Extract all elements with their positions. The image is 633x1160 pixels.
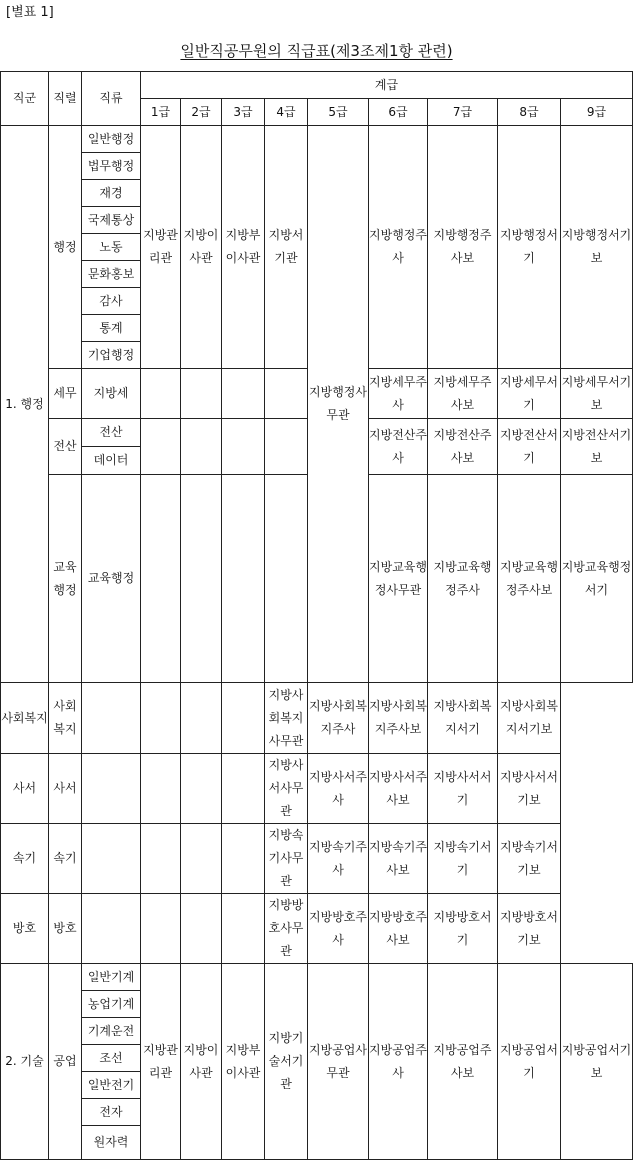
admin-grade-2: 지방이사관 — [181, 126, 222, 369]
admin-grade-1: 지방관리관 — [141, 126, 181, 369]
welfare-grade-7: 지방사회복지주사보 — [369, 683, 428, 754]
jikryu-cell: 문화홍보 — [82, 261, 141, 288]
header-jikgun: 직군 — [1, 72, 49, 126]
computer-grade-8: 지방전산서기 — [498, 419, 561, 475]
header-grade: 3급 — [222, 99, 265, 126]
grade-table — [0, 71, 633, 1160]
jikryeol-librarian: 사서 — [1, 754, 49, 824]
jikryu-cell: 노동 — [82, 234, 141, 261]
jikryu-cell: 통계 — [82, 315, 141, 342]
jikryeol-tax: 세무 — [49, 369, 82, 419]
jikryu-cell: 일반행정 — [82, 126, 141, 153]
tax-grade-7: 지방세무주사보 — [428, 369, 498, 419]
defense-grade-5: 지방방호사무관 — [265, 894, 308, 964]
jikryu-cell: 지방세 — [82, 369, 141, 419]
jikryu-cell: 전산 — [82, 419, 141, 447]
jikryeol-admin: 행정 — [49, 126, 82, 369]
header-grade: 1급 — [141, 99, 181, 126]
admin-grade-6: 지방행정주사 — [369, 126, 428, 369]
edu-grade-7: 지방교육행정주사보 — [498, 475, 561, 683]
tax-grade-8: 지방세무서기 — [498, 369, 561, 419]
tech-grade-4: 지방기술서기관 — [265, 964, 308, 1160]
jikryu-cell: 데이터 — [82, 447, 141, 475]
document-title: 일반직공무원의 직급표(제3조제1항 관련) — [180, 42, 453, 60]
jikryeol-defense: 방호 — [1, 894, 49, 964]
steno-grade-8: 지방속기서기 — [428, 824, 498, 894]
librarian-grade-7: 지방사서주사보 — [369, 754, 428, 824]
jikryu-cell: 감사 — [82, 288, 141, 315]
admin-grade-5: 지방행정사무관 — [308, 126, 369, 683]
header-grade: 8급 — [498, 99, 561, 126]
header-grade: 2급 — [181, 99, 222, 126]
jikryu-cell: 일반기계 — [82, 964, 141, 991]
jikryu-cell: 전자 — [82, 1099, 141, 1126]
admin-grade-3: 지방부이사관 — [222, 126, 265, 369]
jikryu-cell: 농업기계 — [82, 991, 141, 1018]
header-grade: 6급 — [369, 99, 428, 126]
jikryu-cell: 기계운전 — [82, 1018, 141, 1045]
defense-grade-8: 지방방호서기 — [428, 894, 498, 964]
defense-grade-9: 지방방호서기보 — [498, 894, 561, 964]
group-admin: 1. 행정 — [1, 126, 49, 683]
tech-grade-8: 지방공업서기 — [498, 964, 561, 1160]
jikryu-cell: 국제통상 — [82, 207, 141, 234]
tech-grade-9: 지방공업서기보 — [561, 964, 633, 1160]
jikryeol-tech: 공업 — [49, 964, 82, 1160]
welfare-grade-6: 지방사회복지주사 — [308, 683, 369, 754]
steno-grade-7: 지방속기주사보 — [369, 824, 428, 894]
jikryu-cell: 방호 — [49, 894, 82, 964]
tax-grade-6: 지방세무주사 — [369, 369, 428, 419]
welfare-grade-5: 지방사회복지사무관 — [265, 683, 308, 754]
edu-grade-5: 지방교육행정사무관 — [369, 475, 428, 683]
appendix-label: [별표 1] — [6, 5, 54, 20]
admin-grade-7: 지방행정주사보 — [428, 126, 498, 369]
librarian-grade-5: 지방사서사무관 — [265, 754, 308, 824]
steno-grade-5: 지방속기사무관 — [265, 824, 308, 894]
header-grade: 9급 — [561, 99, 633, 126]
jikryu-cell: 교육행정 — [82, 475, 141, 683]
jikryeol-welfare: 사회복지 — [1, 683, 49, 754]
tech-grade-3: 지방부이사관 — [222, 964, 265, 1160]
edu-grade-8: 지방교육행정서기 — [561, 475, 633, 683]
header-gyegeup: 계급 — [141, 72, 633, 99]
header-jikryeol: 직렬 — [49, 72, 82, 126]
librarian-grade-9: 지방사서서기보 — [498, 754, 561, 824]
jikryu-cell: 재경 — [82, 180, 141, 207]
steno-grade-6: 지방속기주사 — [308, 824, 369, 894]
jikryeol-edu: 교육행정 — [49, 475, 82, 683]
jikryu-cell: 속기 — [49, 824, 82, 894]
computer-grade-6: 지방전산주사 — [369, 419, 428, 475]
group-tech: 2. 기술 — [1, 964, 49, 1160]
welfare-grade-8: 지방사회복지서기 — [428, 683, 498, 754]
tech-grade-5: 지방공업사무관 — [308, 964, 369, 1160]
tech-grade-6: 지방공업주사 — [369, 964, 428, 1160]
tax-grade-9: 지방세무서기보 — [561, 369, 633, 419]
defense-grade-6: 지방방호주사 — [308, 894, 369, 964]
librarian-grade-6: 지방사서주사 — [308, 754, 369, 824]
steno-grade-9: 지방속기서기보 — [498, 824, 561, 894]
admin-grade-9: 지방행정서기보 — [561, 126, 633, 369]
welfare-grade-9: 지방사회복지서기보 — [498, 683, 561, 754]
admin-grade-8: 지방행정서기 — [498, 126, 561, 369]
jikryeol-computer: 전산 — [49, 419, 82, 475]
jikryu-cell: 기업행정 — [82, 342, 141, 369]
jikryu-cell: 일반전기 — [82, 1072, 141, 1099]
jikryu-cell: 사회복지 — [49, 683, 82, 754]
jikryeol-steno: 속기 — [1, 824, 49, 894]
header-grade: 7급 — [428, 99, 498, 126]
computer-grade-7: 지방전산주사보 — [428, 419, 498, 475]
librarian-grade-8: 지방사서서기 — [428, 754, 498, 824]
edu-grade-6: 지방교육행정주사 — [428, 475, 498, 683]
tech-grade-1: 지방관리관 — [141, 964, 181, 1160]
admin-grade-4: 지방서기관 — [265, 126, 308, 369]
computer-grade-9: 지방전산서기보 — [561, 419, 633, 475]
header-grade: 4급 — [265, 99, 308, 126]
defense-grade-7: 지방방호주사보 — [369, 894, 428, 964]
jikryu-cell: 사서 — [49, 754, 82, 824]
tech-grade-7: 지방공업주사보 — [428, 964, 498, 1160]
header-jikryu: 직류 — [82, 72, 141, 126]
jikryu-cell: 법무행정 — [82, 153, 141, 180]
jikryu-cell: 원자력 — [82, 1126, 141, 1160]
header-grade: 5급 — [308, 99, 369, 126]
tech-grade-2: 지방이사관 — [181, 964, 222, 1160]
jikryu-cell: 조선 — [82, 1045, 141, 1072]
